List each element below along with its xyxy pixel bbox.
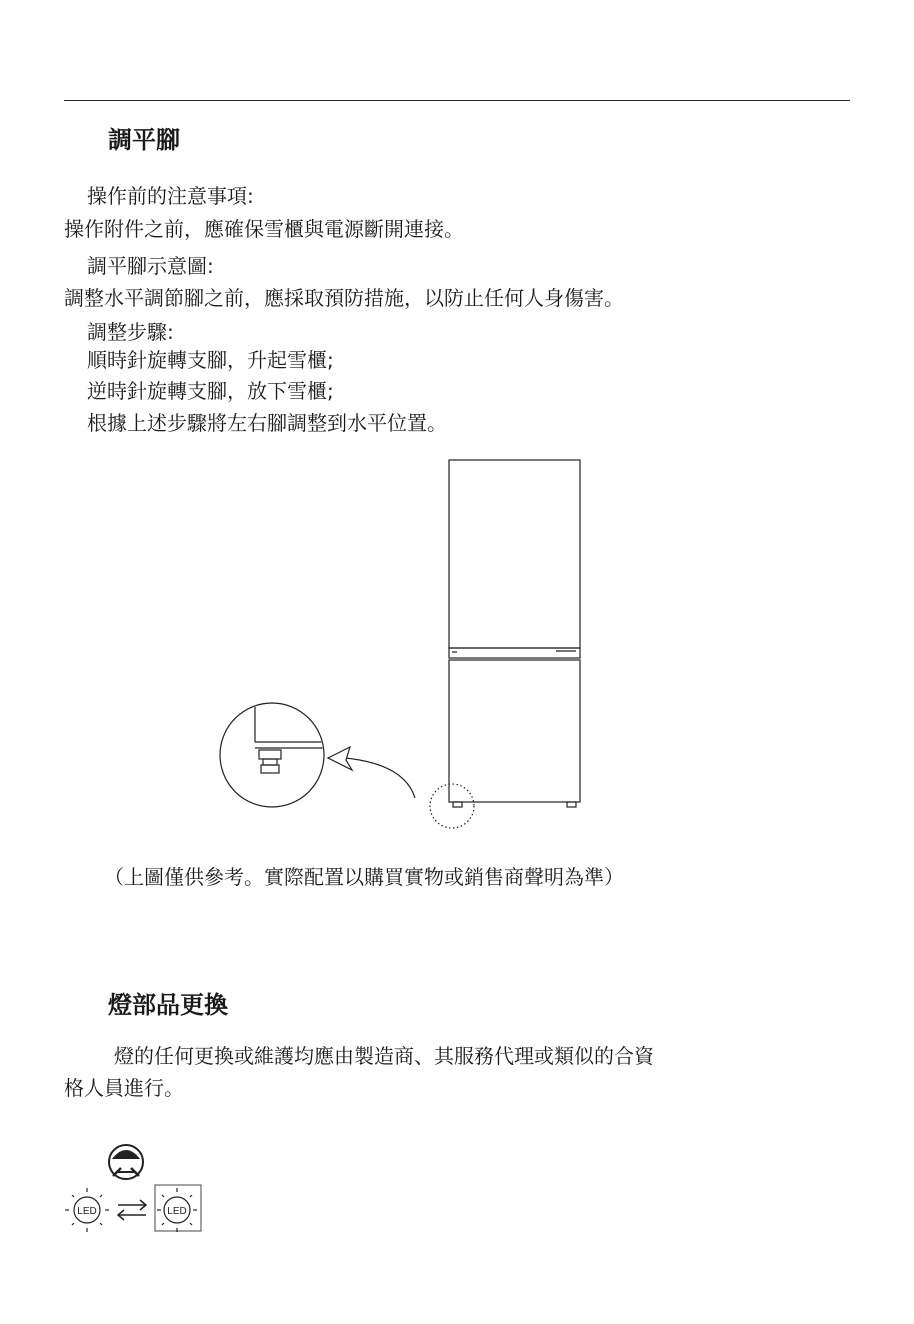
lamp-text-line2: 格人員進行。	[64, 1076, 184, 1100]
section-title-leveling: 調平腳	[108, 126, 180, 154]
service-technician-icon	[109, 1145, 143, 1179]
caution-text: 操作附件之前，應確保雪櫃與電源斷開連接。	[64, 217, 464, 241]
swap-arrows-icon	[118, 1200, 146, 1220]
diagram-heading: 調平腳示意圖:	[87, 254, 214, 278]
steps-heading: 調整步驟:	[87, 320, 174, 344]
led-label-right: LED	[167, 1206, 187, 1217]
led-label-left: LED	[77, 1206, 97, 1217]
diagram-text: 調整水平調節腳之前，應採取預防措施，以防止任何人身傷害。	[64, 286, 624, 310]
step-3: 根據上述步驟將左右腳調整到水平位置。	[87, 411, 447, 435]
step-1: 順時針旋轉支腳，升起雪櫃;	[87, 348, 334, 372]
lamp-text-line1: 燈的任何更換或維護均應由製造商、其服務代理或類似的合資	[114, 1044, 654, 1068]
section-title-lamp: 燈部品更換	[108, 991, 228, 1019]
figure-note: （上圖僅供參考。實際配置以購買實物或銷售商聲明為準）	[104, 865, 624, 889]
caution-heading: 操作前的注意事項:	[87, 184, 254, 208]
step-2: 逆時針旋轉支腳，放下雪櫃;	[87, 379, 334, 403]
